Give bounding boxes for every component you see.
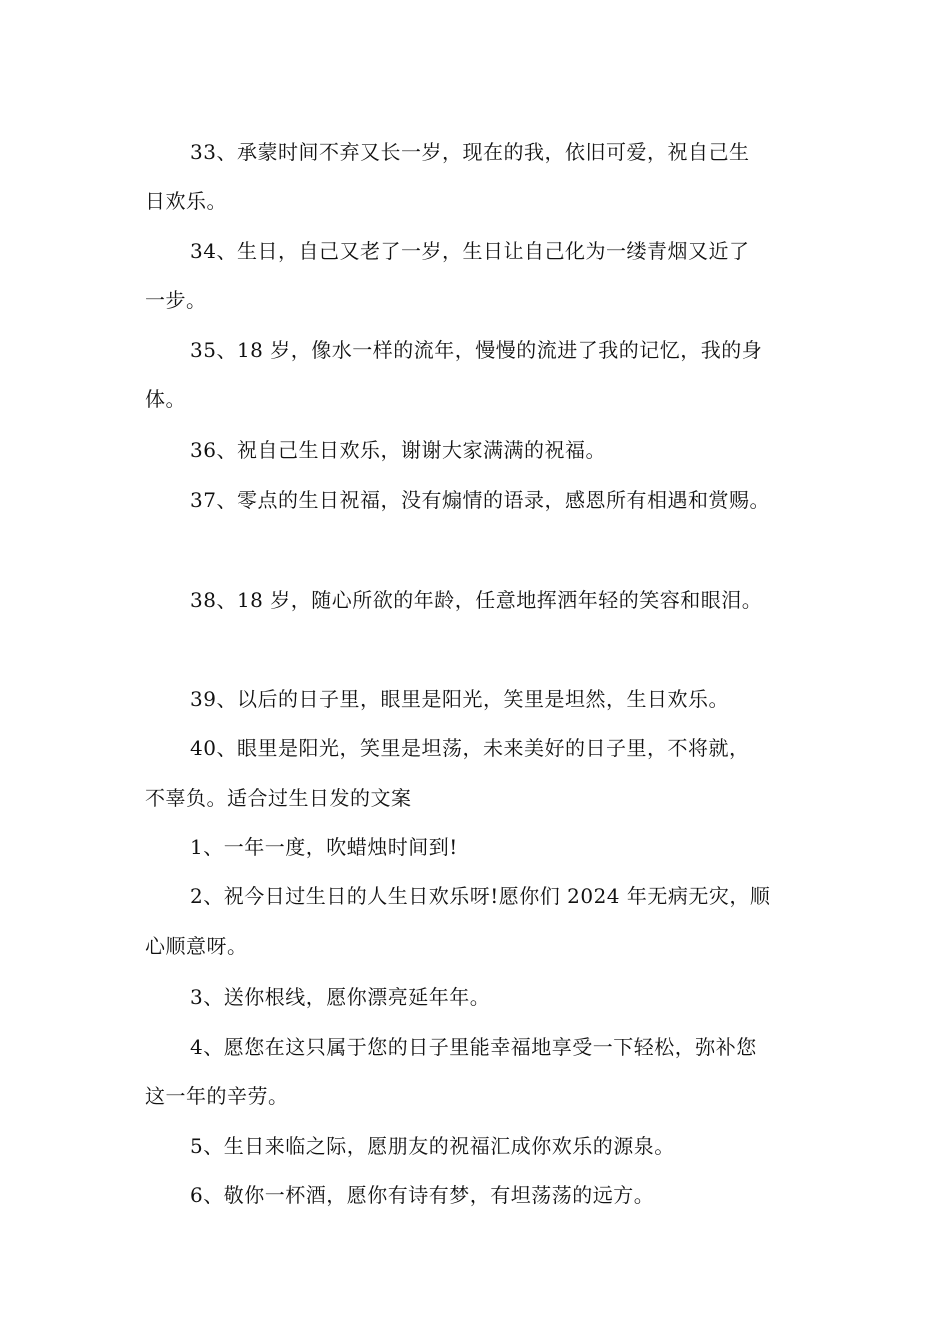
text-line: 33、承蒙时间不弃又长一岁，现在的我，依旧可爱，祝自己生 — [190, 140, 750, 164]
text-line: 5、生日来临之际，愿朋友的祝福汇成你欢乐的源泉。 — [190, 1134, 675, 1158]
text-line: 体。 — [145, 387, 186, 411]
text-line: 一步。 — [145, 288, 207, 312]
text-line: 1、一年一度，吹蜡烛时间到! — [190, 835, 458, 859]
text-line: 37、零点的生日祝福，没有煽情的语录，感恩所有相遇和赏赐。 — [190, 488, 770, 512]
text-line: 34、生日，自己又老了一岁，生日让自己化为一缕青烟又近了 — [190, 239, 750, 263]
text-line: 这一年的辛劳。 — [145, 1084, 289, 1108]
text-line: 35、18 岁，像水一样的流年，慢慢的流进了我的记忆，我的身 — [190, 338, 763, 362]
text-line: 4、愿您在这只属于您的日子里能幸福地享受一下轻松，弥补您 — [190, 1035, 757, 1059]
text-line: 2、祝今日过生日的人生日欢乐呀!愿你们 2024 年无病无灾，顺 — [190, 884, 771, 908]
text-line: 40、眼里是阳光，笑里是坦荡，未来美好的日子里，不将就， — [190, 736, 750, 760]
text-line: 3、送你根线，愿你漂亮延年年。 — [190, 985, 491, 1009]
text-line: 日欢乐。 — [145, 189, 227, 213]
text-line: 39、以后的日子里，眼里是阳光，笑里是坦然，生日欢乐。 — [190, 687, 729, 711]
text-line: 36、祝自己生日欢乐，谢谢大家满满的祝福。 — [190, 438, 606, 462]
text-line: 不辜负。适合过生日发的文案 — [145, 786, 412, 810]
text-line: 6、敬你一杯酒，愿你有诗有梦，有坦荡荡的远方。 — [190, 1183, 655, 1207]
text-line: 心顺意呀。 — [145, 934, 248, 958]
text-line: 38、18 岁，随心所欲的年龄，任意地挥洒年轻的笑容和眼泪。 — [190, 588, 763, 612]
